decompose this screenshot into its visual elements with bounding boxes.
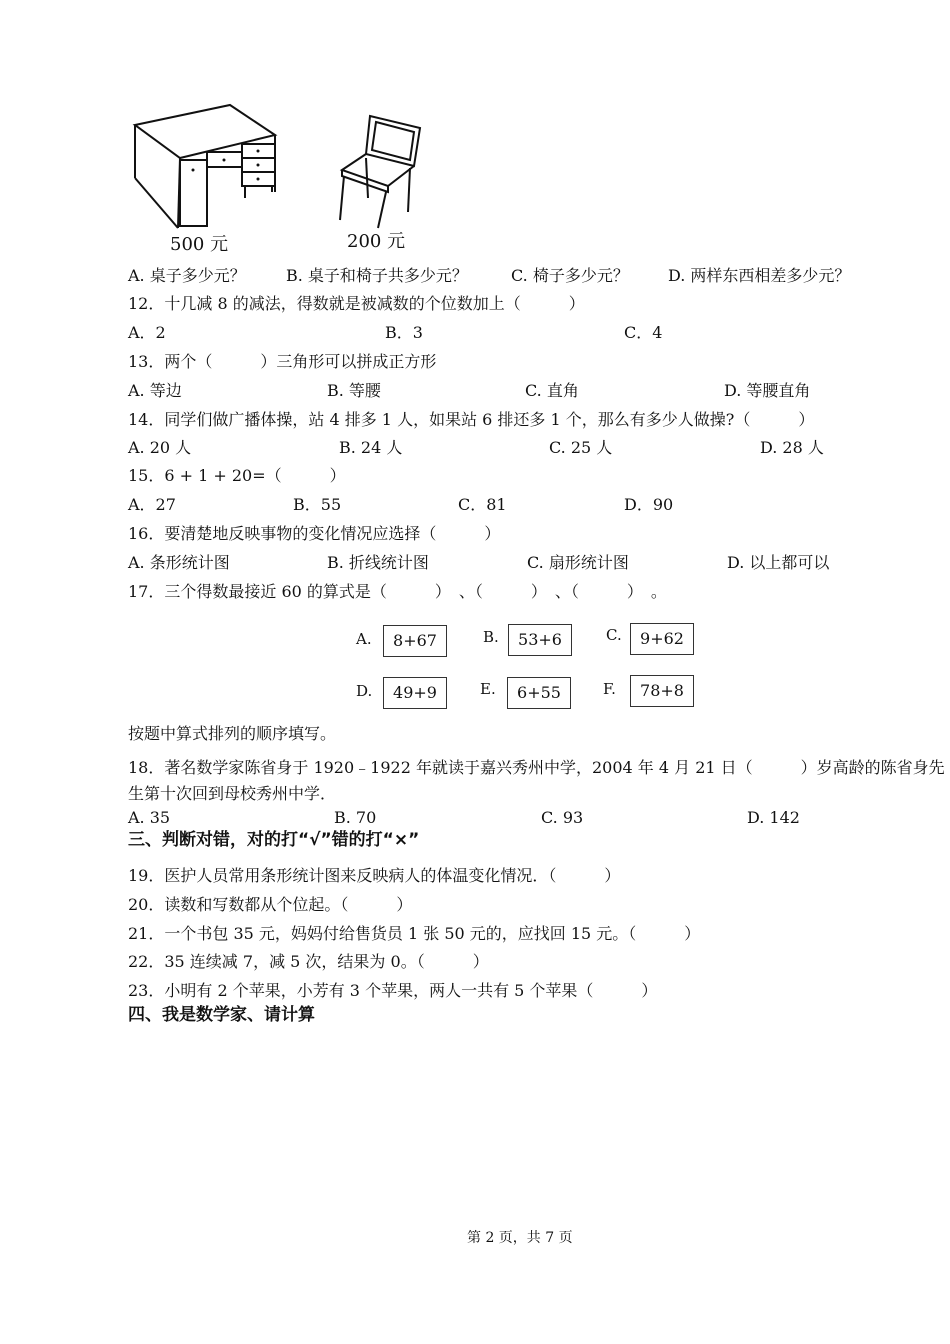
q19-statement: 19．医护人员常用条形统计图来反映病人的体温变化情况．（ ） xyxy=(128,866,621,885)
q18-option-d: D. 142 xyxy=(747,808,800,827)
q23-statement: 23．小明有 2 个苹果，小芳有 3 个苹果，两人一共有 5 个苹果（ ） xyxy=(128,981,658,1000)
q14-option-a: A. 20 人 xyxy=(128,438,192,457)
q18-stem-line1: 18．著名数学家陈省身于 1920﹣1922 年就读于嘉兴秀州中学，2004 年 4 月 21 日（ ）岁高龄的陈省身先 xyxy=(128,758,945,777)
q17-stem: 17．三个得数最接近 60 的算式是（ ） 、（ ） 、（ ） 。 xyxy=(128,582,667,601)
q22-statement: 22．35 连续减 7，减 5 次，结果为 0。（ ） xyxy=(128,952,489,971)
q15-stem: 15．6 + 1 + 20=（ ） xyxy=(128,466,346,485)
q16-option-a: A. 条形统计图 xyxy=(128,553,230,572)
q13-option-a: A. 等边 xyxy=(128,381,182,400)
q17-box-a-label: A. xyxy=(356,630,372,648)
q15-option-c: C．81 xyxy=(458,495,507,514)
q13-option-b: B. 等腰 xyxy=(327,381,381,400)
q11-option-c: C. 椅子多少元？ xyxy=(511,266,629,285)
q17-box-d-label: D. xyxy=(356,682,373,700)
q14-stem: 14．同学们做广播体操，站 4 排多 1 人，如果站 6 排还多 1 个，那么有多少人做操?（ ） xyxy=(128,410,815,429)
desk-illustration xyxy=(130,100,280,230)
q14-option-b: B. 24 人 xyxy=(339,438,403,457)
q17-box-f-label: F. xyxy=(603,680,616,698)
q17-box-d: 49+9 xyxy=(383,677,447,709)
q18-option-b: B. 70 xyxy=(334,808,377,827)
section-4-title: 四、我是数学家、请计算 xyxy=(128,1005,315,1025)
q15-option-b: B．55 xyxy=(293,495,342,514)
q17-box-c: 9+62 xyxy=(630,623,694,655)
q13-option-d: D. 等腰直角 xyxy=(724,381,811,400)
q11-option-d: D. 两样东西相差多少元？ xyxy=(668,266,851,285)
chair-price: 200 元 xyxy=(347,231,406,252)
q18-option-a: A. 35 xyxy=(128,808,171,827)
q12-option-c: C．4 xyxy=(624,323,663,342)
q16-option-b: B. 折线统计图 xyxy=(327,553,429,572)
q21-statement: 21．一个书包 35 元，妈妈付给售货员 1 张 50 元的，应找回 15 元。（ ） xyxy=(128,924,701,943)
q15-option-d: D．90 xyxy=(624,495,674,514)
q14-option-c: C. 25 人 xyxy=(549,438,613,457)
q13-stem: 13．两个（ ）三角形可以拼成正方形 xyxy=(128,352,437,371)
q17-box-c-label: C. xyxy=(606,626,622,644)
page-footer: 第 2 页，共 7 页 xyxy=(467,1230,573,1246)
q20-statement: 20．读数和写数都从个位起。（ ） xyxy=(128,895,413,914)
q12-stem: 12．十几减 8 的减法，得数就是被减数的个位数加上（ ） xyxy=(128,294,585,313)
section-3-title: 三、判断对错，对的打“√”错的打“×” xyxy=(128,830,420,850)
q11-option-a: A. 桌子多少元？ xyxy=(128,266,246,285)
q11-option-b: B. 桌子和椅子共多少元？ xyxy=(286,266,468,285)
q17-box-e-label: E. xyxy=(480,680,496,698)
q15-option-a: A．27 xyxy=(128,495,176,514)
q17-box-a: 8+67 xyxy=(383,625,447,657)
desk-price: 500 元 xyxy=(170,234,229,255)
q18-stem-line2: 生第十次回到母校秀州中学． xyxy=(128,784,337,803)
q16-option-d: D. 以上都可以 xyxy=(727,553,830,572)
q14-option-d: D. 28 人 xyxy=(760,438,824,457)
q13-option-c: C. 直角 xyxy=(525,381,579,400)
q18-option-c: C. 93 xyxy=(541,808,584,827)
q17-box-e: 6+55 xyxy=(507,677,571,709)
q16-option-c: C. 扇形统计图 xyxy=(527,553,629,572)
chair-illustration xyxy=(330,108,430,233)
q17-box-b: 53+6 xyxy=(508,624,572,656)
q17-note: 按题中算式排列的顺序填写。 xyxy=(128,724,337,743)
q16-stem: 16．要清楚地反映事物的变化情况应选择（ ） xyxy=(128,524,501,543)
q17-box-f: 78+8 xyxy=(630,675,694,707)
q17-box-b-label: B. xyxy=(483,628,499,646)
q12-option-b: B．3 xyxy=(385,323,423,342)
q12-option-a: A．2 xyxy=(128,323,166,342)
